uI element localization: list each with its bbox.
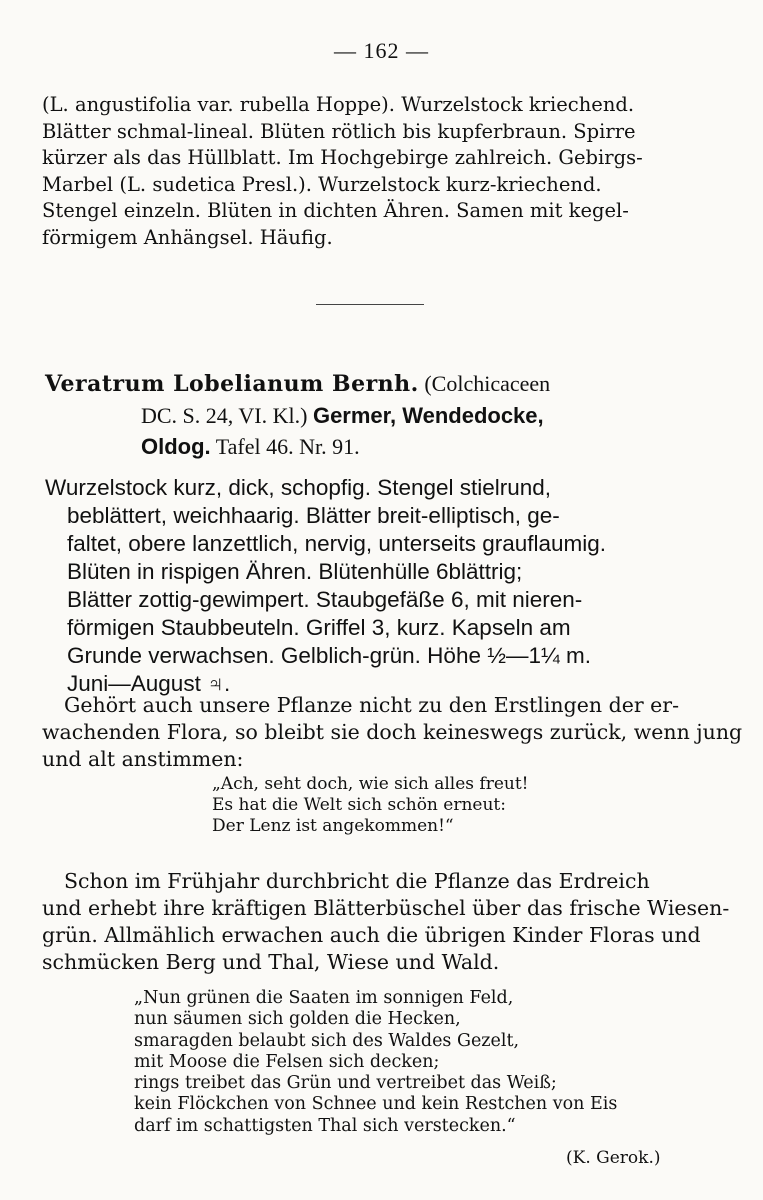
verse-line: Es hat die Welt sich schön erneut: xyxy=(212,795,506,815)
verse-line: rings treibet das Grün und vertreibet das Weiß; xyxy=(134,1073,557,1094)
verse-line: „Nun grünen die Saaten im sonnigen Feld, xyxy=(134,988,514,1008)
text-line: und alt anstimmen: xyxy=(42,747,244,771)
text-line: wachenden Flora, so bleibt sie doch keineswegs zurück, wenn jung xyxy=(42,720,743,744)
text-line: kürzer als das Hüllblatt. Im Hochgebirge zahlreich. Gebirgs- xyxy=(42,146,643,169)
common-names-cont: Oldog. xyxy=(141,434,211,459)
species-title: Veratrum Lobelianum Bernh. xyxy=(45,371,419,397)
species-description xyxy=(45,474,717,698)
paragraph-prose-2 xyxy=(42,868,730,976)
text-line: Juni—August ♃. xyxy=(67,671,231,696)
species-entry-heading xyxy=(45,368,725,462)
page-number: — 162 — xyxy=(334,38,429,63)
text-line: Schon im Frühjahr durchbricht die Pflanze das Erdreich xyxy=(64,869,650,893)
text-line: und erhebt ihre kräftigen Blätterbüschel über das frische Wiesen- xyxy=(42,896,730,920)
text-line: faltet, obere lanzettlich, nervig, unterseits grauflaumig. xyxy=(67,531,607,556)
verse-line: „Ach, seht doch, wie sich alles freut! xyxy=(212,774,529,794)
text-line: Grunde verwachsen. Gelblich-grün. Höhe ½—1¼ m. xyxy=(67,643,592,668)
paragraph-luzula xyxy=(42,92,722,251)
common-names: Germer, Wendedocke, xyxy=(312,403,544,428)
verse-line: Der Lenz ist angekommen!“ xyxy=(212,816,454,836)
species-family: (Colchicaceen xyxy=(424,371,551,396)
text-line: Blüten in rispigen Ähren. Blütenhülle 6blättrig; xyxy=(67,559,523,584)
text-line: Wurzelstock kurz, dick, schopfig. Stengel stielrund, xyxy=(45,475,552,500)
text-line: förmigen Staubbeuteln. Griffel 3, kurz. Kapseln am xyxy=(67,615,571,640)
text-line: Marbel (L. sudetica Presl.). Wurzelstock kurz-kriechend. xyxy=(42,172,602,196)
paragraph-prose-1 xyxy=(42,692,743,773)
verse-line: nun säumen sich golden die Hecken, xyxy=(134,1009,461,1030)
text-line: Gehört auch unsere Pflanze nicht zu den Erstlingen der er- xyxy=(64,693,680,717)
section-divider xyxy=(316,304,424,305)
text-line: förmigem Anhängsel. Häufig. xyxy=(42,225,333,249)
text-line: Blätter zottig-gewimpert. Staubgefäße 6, mit nieren- xyxy=(67,587,583,612)
text-line: Stengel einzeln. Blüten in dichten Ähren. Samen mit kegel- xyxy=(42,199,629,222)
verse-line: smaragden belaubt sich des Waldes Gezelt, xyxy=(134,1030,520,1051)
poem-quote-2 xyxy=(134,988,617,1137)
verse-line: kein Flöckchen von Schnee und kein Restchen von Eis xyxy=(134,1094,618,1115)
plate-reference: Tafel 46. Nr. 91. xyxy=(215,434,360,459)
species-classification: DC. S. 24, VI. Kl.) xyxy=(141,403,308,428)
text-line: Blätter schmal-lineal. Blüten rötlich bis kupferbraun. Spirre xyxy=(42,119,636,143)
text-line: (L. angustifolia var. rubella Hoppe). Wurzelstock kriechend. xyxy=(42,93,635,116)
poem-attribution: (K. Gerok.) xyxy=(566,1148,661,1168)
text-line: schmücken Berg und Thal, Wiese und Wald. xyxy=(42,950,500,974)
text-line: beblättert, weichhaarig. Blätter breit-elliptisch, ge- xyxy=(67,503,560,528)
text-line: grün. Allmählich erwachen auch die übrigen Kinder Floras und xyxy=(42,923,701,947)
verse-line: mit Moose die Felsen sich decken; xyxy=(134,1051,440,1072)
poem-quote-1 xyxy=(212,774,529,837)
verse-line: darf im schattigsten Thal sich verstecken.“ xyxy=(134,1115,516,1136)
